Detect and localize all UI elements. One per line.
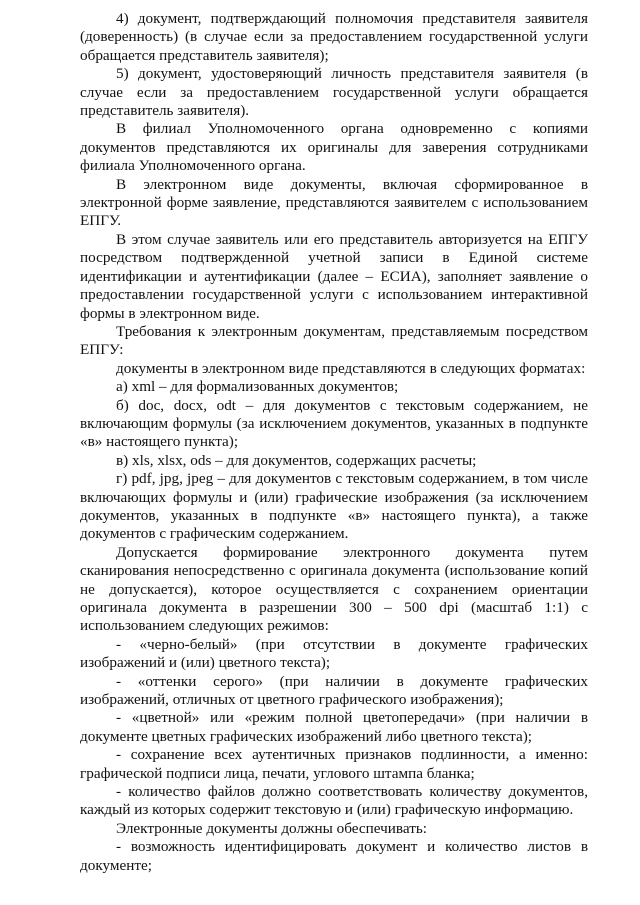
paragraph-esia-authorization: В этом случае заявитель или его представитель авторизуется на ЕПГУ посредством подтвержденной учетной записи в Единой системе идентификации и аутентификации (далее – ЕСИА), заполняет заявление о предоставлении государственной услуги с использованием интерактивной формы в электронном виде. [80, 230, 588, 322]
paragraph-authenticity-signs: - сохранение всех аутентичных признаков подлинности, а именно: графической подписи лица, печати, углового штампа бланка; [80, 746, 588, 782]
paragraph-scanning-allowed: Допускается формирование электронного документа путем сканирования непосредственно с оригинала документа (использование копий не допускается), которое осуществляется с сохранением ориентации оригинала документа в разрешении 300 – 500 dpi (масштаб 1:1) с использованием следующих режимов: [80, 543, 588, 635]
paragraph-formats-intro: документы в электронном виде представляются в следующих форматах: [116, 359, 586, 377]
paragraph-originals-for-certification: В филиал Уполномоченного органа одновременно с копиями документов представляются их оригиналы для заверения сотрудниками филиала Уполномоченного органа. [80, 120, 588, 175]
paragraph-file-count: - количество файлов должно соответствовать количеству документов, каждый из которых содержит текстовую и (или) графическую информацию. [80, 783, 588, 819]
paragraph-format-a-xml: а) xml – для формализованных документов; [116, 378, 399, 396]
paragraph-mode-black-white: - «черно-белый» (при отсутствии в документе графических изображений и (или) цветного текста); [80, 635, 588, 672]
paragraph-electronic-submission: В электронном виде документы, включая сформированное в электронной форме заявление, представляются заявителем с использованием ЕПГУ. [80, 175, 588, 230]
paragraph-format-v-xls: в) xls, xlsx, ods – для документов, содержащих расчеты; [116, 451, 477, 469]
paragraph-mode-grayscale: - «оттенки серого» (при наличии в документе графических изображений, отличных от цветного графического изображения); [80, 672, 588, 709]
paragraph-format-b-doc: б) doc, docx, odt – для документов с текстовым содержанием, не включающим формулы (за исключением документов, указанных в подпункте «в» настоящего пункта); [80, 396, 588, 451]
paragraph-identify-document: - возможность идентифицировать документ и количество листов в документе; [80, 838, 588, 874]
paragraph-item-4-power-of-attorney: 4) документ, подтверждающий полномочия представителя заявителя (доверенность) (в случае если за предоставлением государственной услуги обращается представитель заявителя); [80, 10, 588, 64]
paragraph-requirements-heading: Требования к электронным документам, представляемым посредством ЕПГУ: [80, 322, 588, 359]
paragraph-item-5-identity-document: 5) документ, удостоверяющий личность представителя заявителя (в случае если за предоставлением государственной услуги обращается представитель заявителя). [80, 65, 588, 120]
paragraph-electronic-docs-must: Электронные документы должны обеспечивать: [116, 819, 427, 837]
paragraph-format-g-pdf: г) pdf, jpg, jpeg – для документов с текстовым содержанием, в том числе включающих формулы и (или) графические изображения (за исключением документов, указанных в подпункте «в» настоящего пункта), а также документов с графическим содержанием. [80, 470, 588, 543]
paragraph-mode-color: - «цветной» или «режим полной цветопередачи» (при наличии в документе цветных графических изображений либо цветного текста); [80, 709, 588, 745]
